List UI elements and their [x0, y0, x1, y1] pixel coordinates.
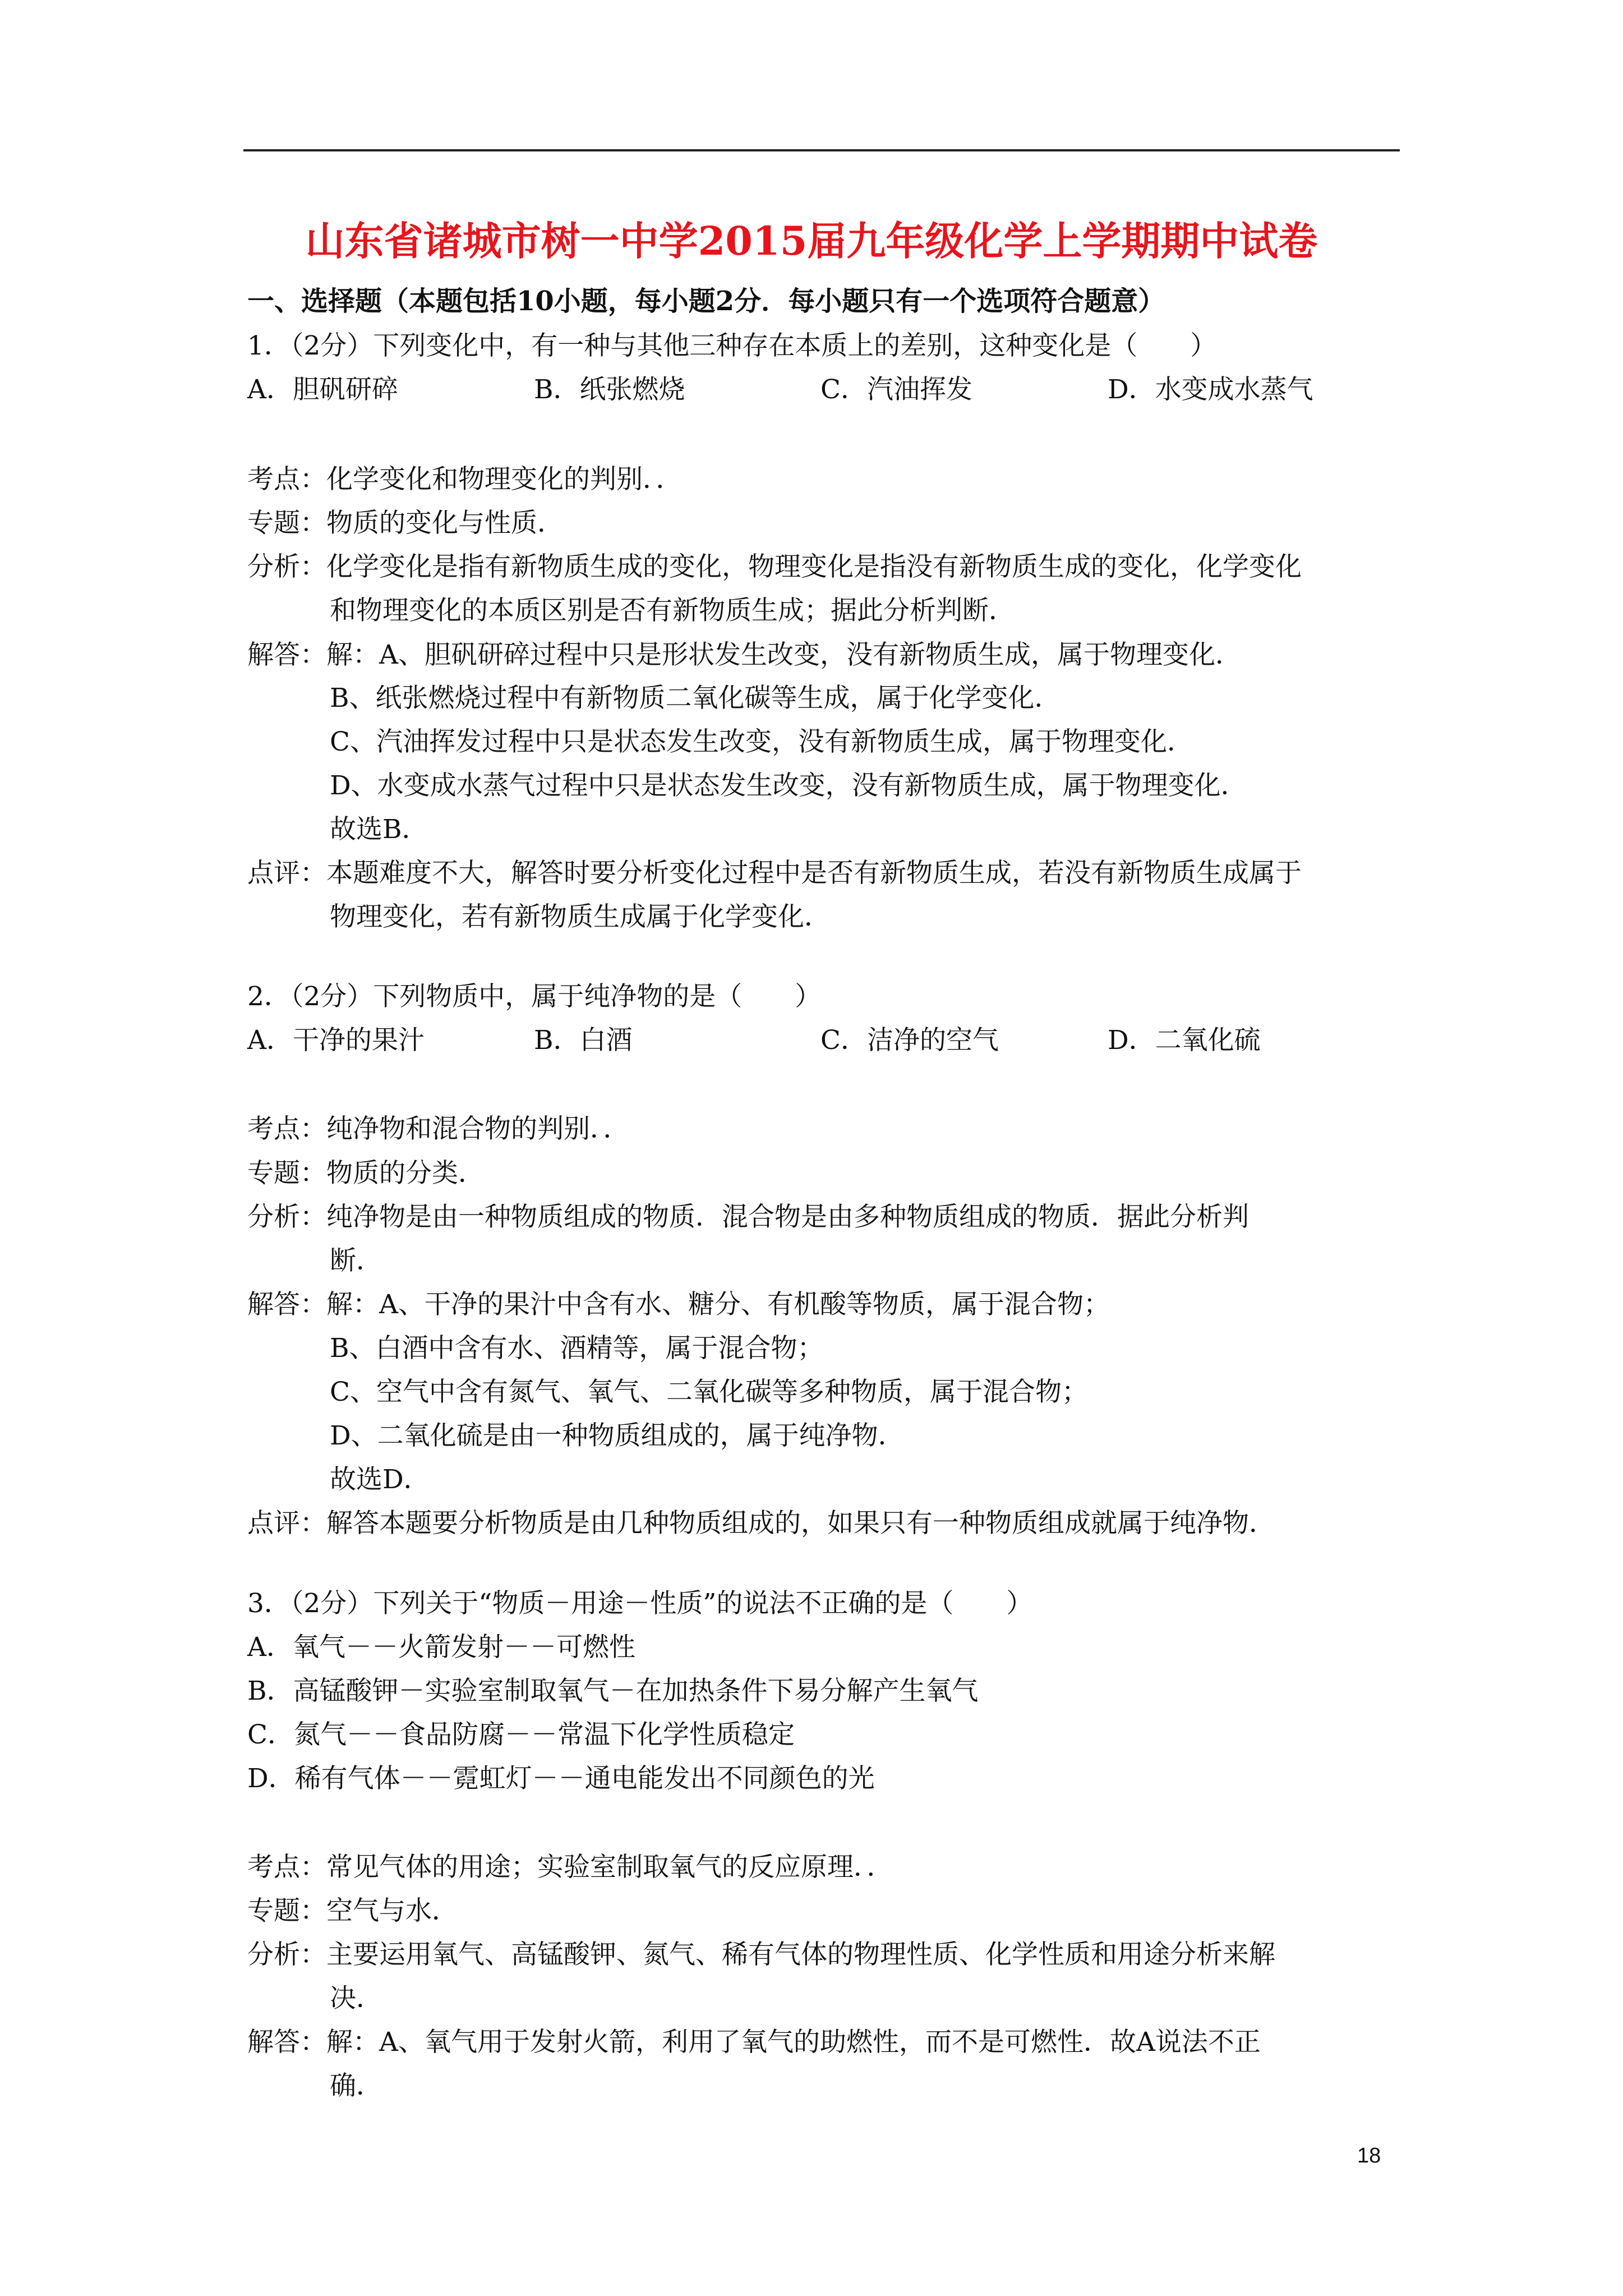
- question-1-jieda-line: B、纸张燃烧过程中有新物质二氧化碳等生成，属于化学变化．: [330, 683, 1061, 714]
- question-3-zhuanti: 专题：空气与水．: [247, 1895, 458, 1926]
- question-2-option-a: A．干净的果汁: [247, 1025, 425, 1056]
- question-3-option-b: B．高锰酸钾－实验室制取氧气－在加热条件下易分解产生氧气: [247, 1676, 979, 1706]
- page-number: 18: [1357, 2144, 1381, 2168]
- question-2-option-b: B．白酒: [534, 1025, 633, 1056]
- question-1-stem: 1．（2分）下列变化中，有一种与其他三种存在本质上的差别，这种变化是（ ）: [247, 330, 1217, 361]
- question-2-jieda-line: D、二氧化硫是由一种物质组成的，属于纯净物．: [330, 1420, 905, 1451]
- question-1-kaodian: 考点：化学变化和物理变化的判别．．: [247, 464, 683, 495]
- question-3-jieda-line: 确．: [330, 2070, 382, 2101]
- question-1-jieda-line: D、水变成水蒸气过程中只是状态发生改变，没有新物质生成，属于物理变化．: [330, 770, 1247, 801]
- question-2-jieda-line: B、白酒中含有水、酒精等，属于混合物；: [330, 1333, 824, 1364]
- page-title: 山东省诸城市树一中学2015届九年级化学上学期期中试卷: [305, 218, 1318, 264]
- question-1-zhuanti: 专题：物质的变化与性质．: [247, 508, 564, 539]
- question-3-option-d: D．稀有气体－－霓虹灯－－通电能发出不同颜色的光: [247, 1763, 875, 1794]
- question-1-option-d: D．水变成水蒸气: [1108, 374, 1313, 405]
- question-3-option-a: A．氧气－－火箭发射－－可燃性: [247, 1632, 635, 1663]
- question-2-stem: 2．（2分）下列物质中，属于纯净物的是（ ）: [247, 981, 822, 1012]
- question-2-kaodian: 考点：纯净物和混合物的判别．．: [247, 1114, 630, 1144]
- question-1-fenxi-line: 分析：化学变化是指有新物质生成的变化，物理变化是指没有新物质生成的变化，化学变化: [247, 551, 1302, 582]
- question-1-option-c: C．汽油挥发: [820, 374, 972, 405]
- question-2-jieda-line: 解答：解：A、干净的果汁中含有水、糖分、有机酸等物质，属于混合物；: [247, 1289, 1110, 1320]
- question-1-fenxi-line: 和物理变化的本质区别是否有新物质生成；据此分析判断．: [330, 595, 1015, 626]
- question-3-stem: 3．（2分）下列关于“物质－用途－性质”的说法不正确的是（ ）: [247, 1588, 1033, 1619]
- question-2-fenxi-line: 断．: [330, 1245, 382, 1276]
- question-2-zhuanti: 专题：物质的分类．: [247, 1158, 485, 1189]
- question-3-fenxi-line: 决．: [330, 1983, 382, 2014]
- section-heading: 一、选择题（本题包括10小题，每小题2分．每小题只有一个选项符合题意）: [247, 286, 1165, 317]
- question-3-fenxi-line: 分析：主要运用氧气、高锰酸钾、氮气、稀有气体的物理性质、化学性质和用途分析来解: [247, 1939, 1275, 1970]
- question-1-jieda-line: 解答：解：A、胆矾研碎过程中只是形状发生改变，没有新物质生成，属于物理变化．: [247, 639, 1242, 670]
- question-1-option-b: B．纸张燃烧: [534, 374, 685, 405]
- question-3-option-c: C．氮气－－食品防腐－－常温下化学性质稳定: [247, 1719, 795, 1750]
- question-2-fenxi-line: 分析：纯净物是由一种物质组成的物质．混合物是由多种物质组成的物质．据此分析判: [247, 1202, 1249, 1232]
- question-2-jieda-line: C、空气中含有氮气、氧气、二氧化碳等多种物质，属于混合物；: [330, 1377, 1088, 1407]
- question-2-option-c: C．洁净的空气: [820, 1025, 999, 1056]
- question-1-dianping-line: 物理变化，若有新物质生成属于化学变化．: [330, 901, 831, 932]
- question-1-jieda-line: C、汽油挥发过程中只是状态发生改变，没有新物质生成，属于物理变化．: [330, 726, 1193, 757]
- question-3-kaodian: 考点：常见气体的用途；实验室制取氧气的反应原理．．: [247, 1852, 893, 1883]
- question-1-dianping-line: 点评：本题难度不大，解答时要分析变化过程中是否有新物质生成，若没有新物质生成属于: [247, 858, 1302, 889]
- question-2-answer: 故选D．: [330, 1464, 430, 1495]
- header-rule: [243, 149, 1400, 151]
- question-2-option-d: D．二氧化硫: [1108, 1025, 1261, 1056]
- question-2-dianping-line: 点评：解答本题要分析物质是由几种物质组成的，如果只有一种物质组成就属于纯净物．: [247, 1508, 1275, 1539]
- question-1-option-a: A．胆矾研碎: [247, 374, 398, 405]
- question-1-answer: 故选B．: [330, 814, 428, 845]
- question-3-jieda-line: 解答：解：A、氧气用于发射火箭，利用了氧气的助燃性，而不是可燃性．故A说法不正: [247, 2027, 1261, 2058]
